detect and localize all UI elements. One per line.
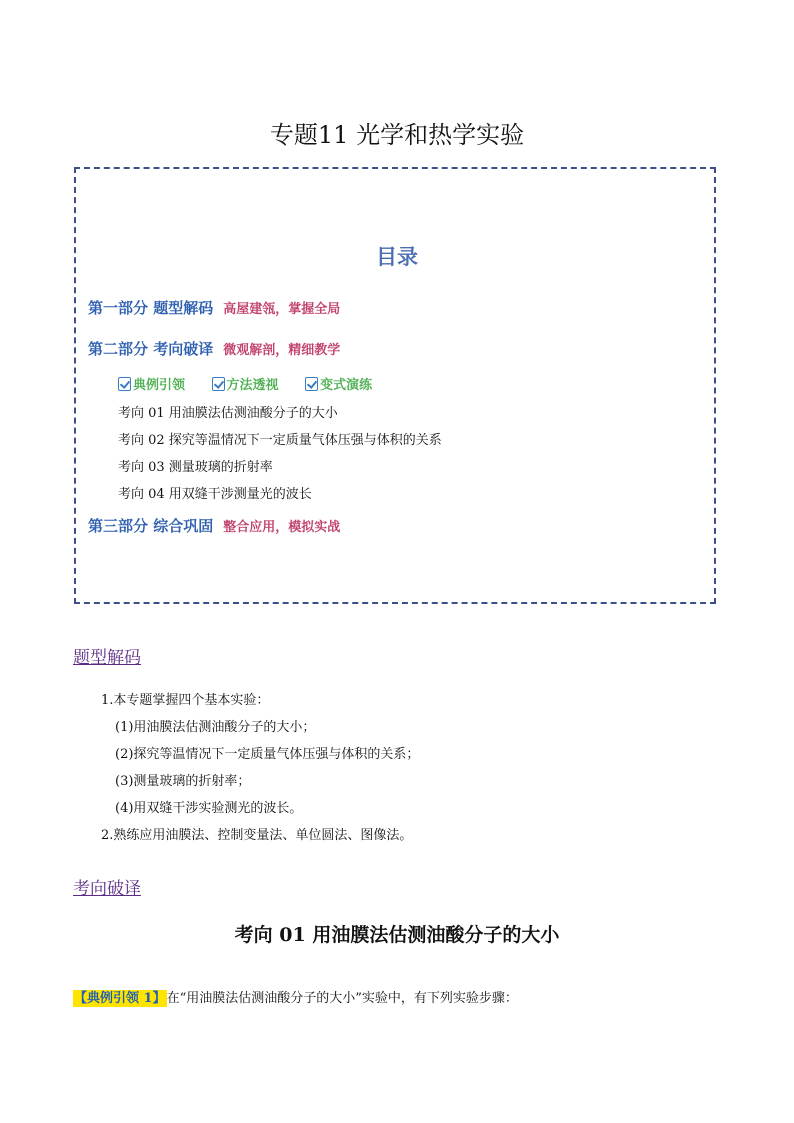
- toc-item[interactable]: 考向 04 用双缝干涉测量光的波长: [118, 487, 312, 502]
- topic-heading: 考向 01 用油膜法估测油酸分子的大小: [234, 924, 560, 946]
- toc-part-subtitle: 微观解剖，精细教学: [223, 343, 341, 358]
- tag-practice: 变式演练: [305, 374, 372, 393]
- checklist-icon: [212, 377, 225, 391]
- toc-heading: 目录: [376, 245, 418, 269]
- tag-example: 典例引领: [118, 374, 185, 393]
- toc-part-subtitle: 整合应用，模拟实战: [223, 520, 341, 535]
- toc-item[interactable]: 考向 02 探究等温情况下一定质量气体压强与体积的关系: [118, 433, 442, 448]
- body-line: 2.熟练应用油膜法、控制变量法、单位圆法、图像法。: [101, 828, 413, 843]
- toc-part-label: 第一部分 题型解码: [88, 299, 214, 317]
- tag-method: 方法透视: [212, 374, 279, 393]
- example-text: 在“用油膜法估测油酸分子的大小”实验中，有下列实验步骤：: [166, 991, 518, 1006]
- section-title-decode[interactable]: 题型解码: [73, 648, 141, 668]
- body-line: (2)探究等温情况下一定质量气体压强与体积的关系；: [115, 747, 420, 762]
- example-line: [73, 987, 518, 1006]
- example-tag: 【典例引领 1】: [74, 991, 166, 1006]
- toc-tags: [118, 374, 394, 393]
- toc-part-1[interactable]: [88, 297, 340, 318]
- toc-part-subtitle: 高屋建瓴，掌握全局: [223, 302, 341, 317]
- toc-part-label: 第三部分 综合巩固: [88, 517, 214, 535]
- toc-item[interactable]: 考向 01 用油膜法估测油酸分子的大小: [118, 406, 338, 421]
- toc-part-2[interactable]: [88, 338, 340, 359]
- toc-part-label: 第二部分 考向破译: [88, 340, 214, 358]
- body-line: (3)测量玻璃的折射率；: [115, 774, 251, 789]
- body-line: 1.本专题掌握四个基本实验：: [101, 693, 270, 708]
- checklist-icon: [305, 377, 318, 391]
- section-title-analysis[interactable]: 考向破译: [73, 879, 141, 899]
- checklist-icon: [118, 377, 131, 391]
- document-title: 专题11 光学和热学实验: [269, 121, 525, 149]
- body-line: (1)用油膜法估测油酸分子的大小；: [115, 720, 316, 735]
- table-of-contents: [74, 167, 716, 604]
- body-line: (4)用双缝干涉实验测光的波长。: [115, 801, 303, 816]
- toc-item[interactable]: 考向 03 测量玻璃的折射率: [118, 460, 273, 475]
- toc-part-3[interactable]: [88, 515, 340, 536]
